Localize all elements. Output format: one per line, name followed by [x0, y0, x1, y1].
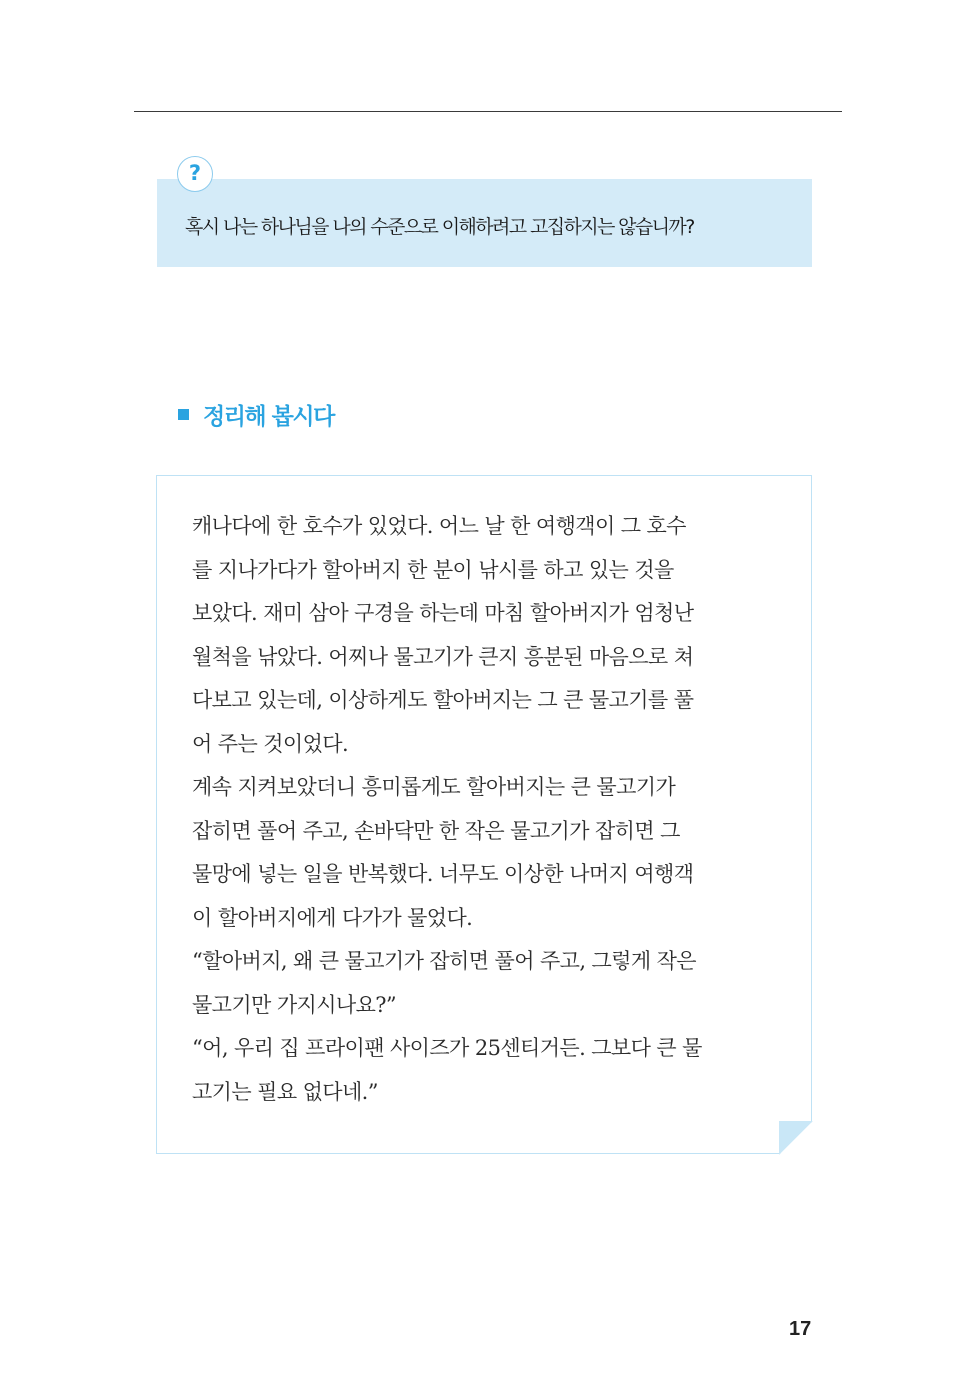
story-line: 잡히면 풀어 주고, 손바닥만 한 작은 물고기가 잡히면 그 — [192, 818, 680, 843]
story-line: “어, 우리 집 프라이팬 사이즈가 25센티거든. 그보다 큰 물 — [192, 1036, 702, 1060]
question-text: 혹시 나는 하나님을 나의 수준으로 이해하려고 고집하지는 않습니까? — [185, 216, 694, 238]
story-line: 이 할아버지에게 다가가 물었다. — [192, 905, 473, 930]
page-number: 17 — [789, 1318, 812, 1340]
story-text — [192, 505, 777, 1114]
story-line: “할아버지, 왜 큰 물고기가 잡히면 풀어 주고, 그렇게 작은 — [192, 949, 696, 973]
page-fold-corner — [779, 1121, 813, 1155]
story-line: 보았다. 재미 삼아 구경을 하는데 마침 할아버지가 엄청난 — [192, 601, 694, 625]
story-line: 를 지나가다가 할아버지 한 분이 낚시를 하고 있는 것을 — [192, 557, 674, 582]
story-line: 다보고 있는데, 이상하게도 할아버지는 그 큰 물고기를 풀 — [192, 688, 694, 712]
question-mark-icon: ? — [177, 156, 213, 192]
story-line: 고기는 필요 없다네.” — [192, 1079, 378, 1104]
story-line: 어 주는 것이었다. — [192, 731, 349, 756]
story-line: 월척을 낚았다. 어찌나 물고기가 큰지 흥분된 마음으로 쳐 — [192, 644, 694, 669]
section-heading — [178, 398, 334, 431]
story-line: 캐나다에 한 호수가 있었다. 어느 날 한 여행객이 그 호수 — [192, 514, 686, 538]
story-line: 물고기만 가지시나요?” — [192, 992, 397, 1017]
section-title: 정리해 봅시다 — [203, 404, 334, 430]
top-rule — [134, 111, 842, 112]
square-bullet-icon — [178, 409, 189, 420]
story-line: 물망에 넣는 일을 반복했다. 너무도 이상한 나머지 여행객 — [192, 862, 694, 886]
story-line: 계속 지켜보았더니 흥미롭게도 할아버지는 큰 물고기가 — [192, 775, 676, 799]
